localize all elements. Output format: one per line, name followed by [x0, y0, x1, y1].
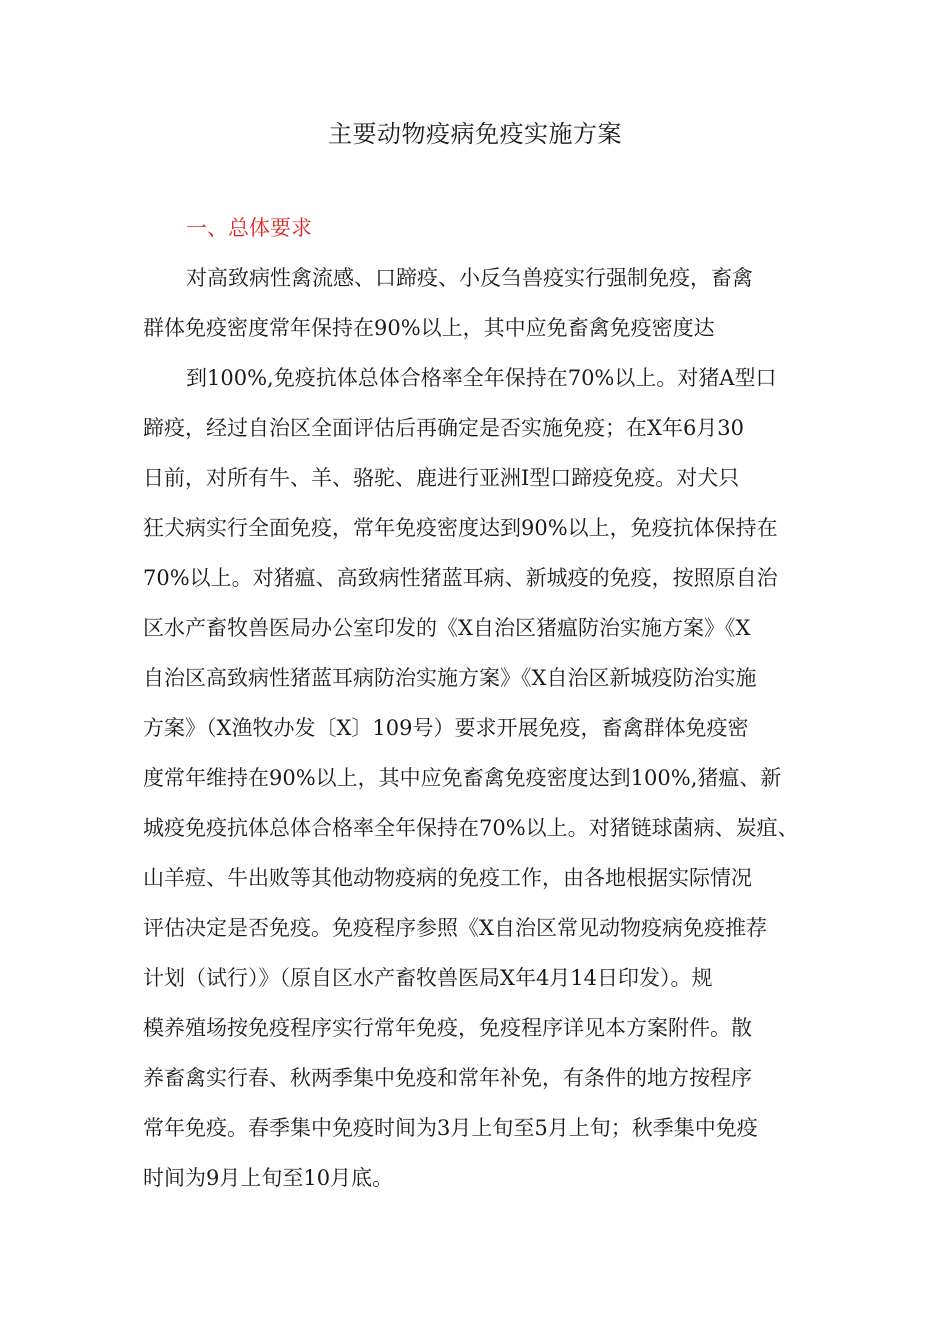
paragraph-line: 模养殖场按免疫程序实行常年免疫，免疫程序详见本方案附件。散 [143, 1016, 752, 1040]
paragraph-line: 计划（试行）》（原自区水产畜牧兽医局X年4月14日印发）。规 [143, 966, 713, 990]
paragraph-line: 狂犬病实行全面免疫，常年免疫密度达到90%以上，免疫抗体保持在 [143, 516, 778, 540]
paragraph-line: 常年免疫。春季集中免疫时间为3月上旬至5月上旬；秋季集中免疫 [143, 1116, 758, 1140]
section-heading: 一、总体要求 [186, 216, 312, 240]
paragraph-line: 70%以上。对猪瘟、高致病性猪蓝耳病、新城疫的免疫，按照原自治 [143, 566, 778, 590]
paragraph-line: 评估决定是否免疫。免疫程序参照《X自治区常见动物疫病免疫推荐 [143, 916, 767, 940]
paragraph-line: 自治区高致病性猪蓝耳病防治实施方案》《X自治区新城疫防治实施 [143, 666, 757, 690]
paragraph-line: 方案》（X渔牧办发〔X〕109号）要求开展免疫，畜禽群体免疫密 [143, 716, 749, 740]
paragraph-line: 时间为9月上旬至10月底。 [143, 1166, 394, 1190]
paragraph-line: 度常年维持在90%以上，其中应免畜禽免疫密度达到100%,猪瘟、新 [143, 766, 782, 790]
paragraph-line: 区水产畜牧兽医局办公室印发的《X自治区猪瘟防治实施方案》《X [143, 616, 751, 640]
paragraph-line: 城疫免疫抗体总体合格率全年保持在70%以上。对猪链球菌病、炭疽、 [143, 816, 799, 840]
paragraph-line: 对高致病性禽流感、口蹄疫、小反刍兽疫实行强制免疫，畜禽 [186, 266, 753, 290]
paragraph-line: 山羊痘、牛出败等其他动物疫病的免疫工作，由各地根据实际情况 [143, 866, 752, 890]
paragraph-line: 养畜禽实行春、秋两季集中免疫和常年补免，有条件的地方按程序 [143, 1066, 752, 1090]
paragraph-line: 群体免疫密度常年保持在90%以上，其中应免畜禽免疫密度达 [143, 316, 715, 340]
paragraph-line: 日前，对所有牛、羊、骆驼、鹿进行亚洲I型口蹄疫免疫。对犬只 [143, 466, 740, 490]
paragraph-line: 蹄疫，经过自治区全面评估后再确定是否实施免疫；在X年6月30 [143, 416, 745, 440]
document-title: 主要动物疫病免疫实施方案 [328, 120, 622, 148]
paragraph-line: 到100%,免疫抗体总体合格率全年保持在70%以上。对猪A型口 [186, 366, 777, 390]
